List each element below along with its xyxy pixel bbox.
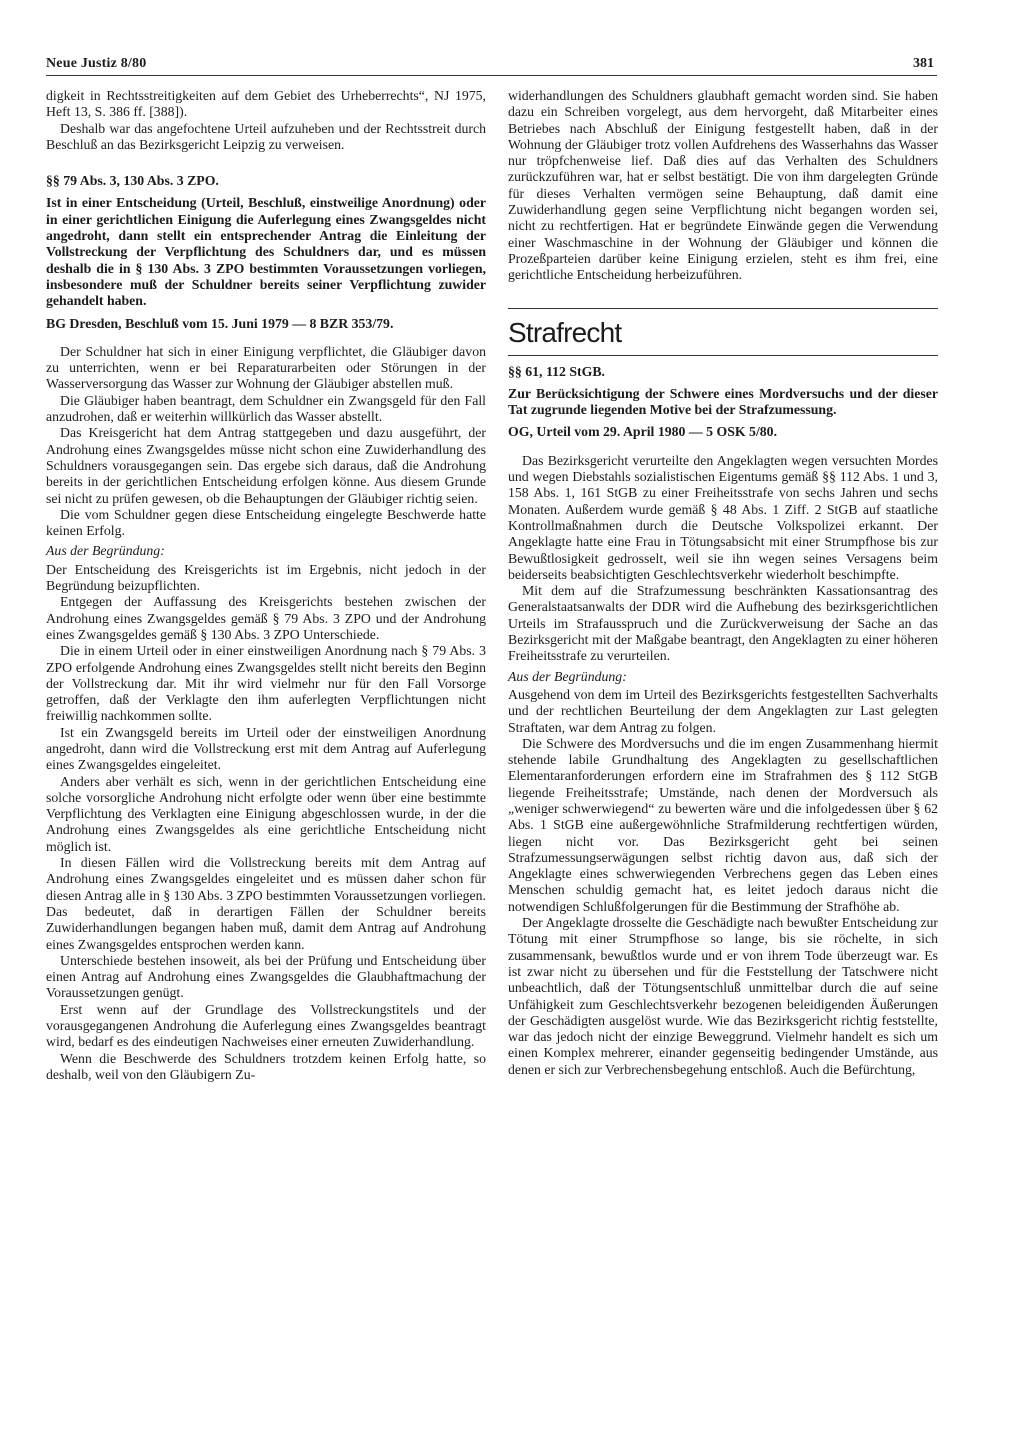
header-rule	[46, 75, 937, 76]
intro-paragraph: Deshalb war das angefochtene Urteil aufzuheben und der Rechtsstreit durch Beschluß an das Bezirksgericht Leipzig zu verweisen.	[46, 120, 486, 152]
section-rule-top	[508, 308, 938, 309]
section-rule-bottom	[508, 355, 938, 356]
reasons-paragraph: Entgegen der Auffassung des Kreisgerichts bestehen zwischen der Androhung eines Zwangsgeldes gemäß § 79 Abs. 3 ZPO und der Androhung eines Zwangsgeldes gemäß § 130 Abs. 3 ZPO Unterschiede.	[46, 594, 486, 642]
reasons-heading: Aus der Begründung:	[46, 543, 165, 559]
reasons-paragraph: Die in einem Urteil oder in einer einstweiligen Anordnung nach § 79 Abs. 3 ZPO erfolgende Androhung eines Zwangsgeldes stellt nicht bereits den Beginn der Vollstreckung dar. Mit ihr wird vielmehr nur für den Fall Vorsorge getroffen, daß der Verklagte den ihm auferlegten Verpflichtungen nicht freiwillig nachkommen sollte.	[46, 643, 486, 724]
facts-paragraph: Mit dem auf die Strafzumessung beschränkten Kassationsantrag des Generalstaatsanwalts der DDR wird die Aufhebung des bezirksgerichtlichen Urteils im Strafausspruch und die Zurückverweisung der Sache an das Bezirksgericht mit der Maßgabe beantragt, den Angeklagten zu einer höheren Freiheitsstrafe zu verurteilen.	[508, 583, 938, 664]
case-citation: §§ 79 Abs. 3, 130 Abs. 3 ZPO.	[46, 173, 219, 189]
reasons-paragraph: Ist ein Zwangsgeld bereits im Urteil oder der einstweiligen Anordnung angedroht, dann wird die Vollstreckung erst mit dem Antrag auf Auferlegung eines Zwangsgeldes eingeleitet.	[46, 724, 486, 773]
right-column	[508, 88, 938, 1078]
reasons-paragraph: Ausgehend von dem im Urteil des Bezirksgerichts festgestellten Sachverhalts und der rechtlichen Beurteilung der dem Angeklagten zur Last gelegten Straftaten, war dem Antrag zu folgen.	[508, 686, 938, 735]
running-head-journal: Neue Justiz 8/80	[46, 56, 147, 71]
continuation-paragraph: widerhandlungen des Schuldners glaubhaft gemacht worden sind. Sie haben dazu ein Schreiben vorgelegt, aus dem hervorgeht, daß Mitarbeiter eines Betriebes nach Abschluß der Einigung festgestellt haben, daß in der Wohnung der Gläubiger trotz vollen Aufdrehens des Wasserhahns das Wasser nur tröpfchenweise lief. Daß dies auf das Verhalten des Schuldners zurückzuführen war, hat er selbst bestätigt. Die von ihm dargelegten Gründe für dieses Verhalten vermögen seine Behauptung, daß damit eine Zuwiderhandlung gegen seine Verpflichtung nicht begangen worden sei, nicht zu rechtfertigen. Hat er begründete Einwände gegen die Verwendung einer Waschmaschine in der Wohnung der Gläubiger und können die Prozeßparteien darüber keine Einigung erzielen, steht es ihm frei, eine gerichtliche Entscheidung herbeizuführen.	[508, 88, 938, 283]
facts-paragraph: Der Schuldner hat sich in einer Einigung verpflichtet, die Gläubiger davon zu unterrichten, wenn er bei Reparaturarbeiten oder Störungen in der Wasserversorgung das Wasser zur Wohnung der Gläubiger abstellen muß.	[46, 343, 486, 392]
reasons-paragraph: Erst wenn auf der Grundlage des Vollstreckungstitels und der vorausgegangenen Androhung die Auferlegung eines Zwangsgeldes beantragt wird, bedarf es des eindeutigen Nachweises einer erneuten Zuwiderhandlung.	[46, 1001, 486, 1050]
reasons-paragraph: Der Entscheidung des Kreisgerichts ist im Ergebnis, nicht jedoch in der Begründung beizupflichten.	[46, 561, 486, 594]
reasons-heading: Aus der Begründung:	[508, 668, 627, 684]
court-decision-line: OG, Urteil vom 29. April 1980 — 5 OSK 5/80.	[508, 424, 778, 440]
section-title: Strafrecht	[508, 316, 622, 348]
case-citation: §§ 61, 112 StGB.	[508, 363, 605, 379]
case-headnote: Zur Berücksichtigung der Schwere eines Mordversuchs und der dieser Tat zugrunde liegenden Motive bei der Strafzumessung.	[508, 385, 938, 418]
reasons-paragraph: In diesen Fällen wird die Vollstreckung bereits mit dem Antrag auf Androhung eines Zwangsgeldes eingeleitet und es müssen daher schon für diesen Antrag alle in § 130 Abs. 3 ZPO bestimmten Voraussetzungen vorliegen. Das bedeutet, daß in derartigen Fällen der Schuldner bereits Zuwiderhandlungen begangen haben muß, damit dem Antrag auf Androhung eines Zwangsgeldes entsprochen werden kann.	[46, 855, 486, 952]
facts-paragraph: Die Gläubiger haben beantragt, dem Schuldner ein Zwangsgeld für den Fall anzudrohen, daß er weiterhin willkürlich das Wasser abstellt.	[46, 392, 486, 425]
reasons-paragraph: Wenn die Beschwerde des Schuldners trotzdem keinen Erfolg hatte, so deshalb, weil von den Gläubigern Zu-	[46, 1050, 486, 1082]
facts-paragraph: Die vom Schuldner gegen diese Entscheidung eingelegte Beschwerde hatte keinen Erfolg.	[46, 506, 486, 539]
reasons-paragraph: Unterschiede bestehen insoweit, als bei der Prüfung und Entscheidung über einen Antrag auf Androhung eines Zwangsgeldes die Glaubhaftmachung der Voraussetzungen genügt.	[46, 952, 486, 1001]
intro-paragraph: digkeit in Rechtsstreitigkeiten auf dem Gebiet des Urheberrechts“, NJ 1975, Heft 13, S. 386 ff. [388]).	[46, 88, 486, 120]
reasons-paragraph: Anders aber verhält es sich, wenn in der gerichtlichen Entscheidung eine solche vorsorgliche Androhung nicht erfolgte oder wenn über eine bestimmte Verpflichtung des Verklagten eine Einigung abgeschlossen wurde, in der die Androhung eines Zwangsgeldes als eine gerichtliche Entscheidung nicht möglich ist.	[46, 773, 486, 854]
facts-paragraph: Das Bezirksgericht verurteilte den Angeklagten wegen versuchten Mordes und wegen Diebstahls sozialistischen Eigentums gemäß §§ 112 Abs. 1 und 3, 158 Abs. 1, 161 StGB zu einer Freiheitsstrafe von sechs Jahren und sechs Monaten. Außerdem wurde gemäß § 48 Abs. 1 Ziff. 2 StGB auf staatliche Kontrollmaßnahmen durch die Deutsche Volkspolizei erkannt. Der Angeklagte hatte eine Frau in Tötungsabsicht mit einer Strumpfhose bis zur Bewußtlosigkeit gedrosselt, weil sie ihn wegen seines Versagens beim beiderseits beabsichtigten Geschlechtsverkehr wiederholt beschimpfte.	[508, 452, 938, 582]
reasons-paragraph: Der Angeklagte drosselte die Geschädigte nach bewußter Entscheidung zur Tötung mit einer Strumpfhose so lange, bis sie röchelte, in sich zusammensank, bewußtlos wurde und er von ihrem Tode überzeugt war. Es ist zwar nicht zu übersehen und für die Feststellung der Tatschwere nicht unbeachtlich, daß der Tötungsentschluß unmittelbar durch die auf seine Unfähigkeit zum Geschlechtsverkehr bezogenen beleidigenden Äußerungen der Geschädigten ausgelöst wurde. Wie das Bezirksgericht richtig feststellte, war das jedoch nicht der einzige Beweggrund. Vielmehr handelt es sich um einen Komplex mehrerer, einander gegenseitig bedingender Umstände, aus denen er sich zur Verbrechensbegehung entschloß. Auch die Befürchtung,	[508, 915, 938, 1077]
facts-paragraph: Das Kreisgericht hat dem Antrag stattgegeben und dazu ausgeführt, der Androhung eines Zwangsgeldes müsse nicht schon eine Zuwiderhandlung des Schuldners vorausgegangen sein. Das ergebe sich daraus, daß die Androhung bereits in der gerichtlichen Entscheidung erfolgen könne. Aus diesem Grunde sei nicht zu prüfen gewesen, ob die Behauptungen der Gläubiger richtig seien.	[46, 425, 486, 506]
court-decision-line: BG Dresden, Beschluß vom 15. Juni 1979 — 8 BZR 353/79.	[46, 315, 394, 331]
case-headnote: Ist in einer Entscheidung (Urteil, Beschluß, einstweilige Anordnung) oder in einer gerichtlichen Einigung die Auferlegung eines Zwangsgeldes nicht angedroht, dann stellt ein entsprechender Antrag die Einleitung der Vollstreckung der Verpflichtung des Schuldners dar, und es müssen deshalb die in § 130 Abs. 3 ZPO bestimmten Voraussetzungen vorliegen, insbesondere muß der Schuldner bereits seiner Verpflichtung zuwider gehandelt haben.	[46, 195, 486, 309]
left-column	[46, 88, 486, 1083]
reasons-paragraph: Die Schwere des Mordversuchs und die im engen Zusammenhang hiermit stehende labile Grundhaltung des Angeklagten zu gesellschaftlichen Elementaranforderungen erfordern eine im Strafrahmen des § 112 StGB liegende Freiheitsstrafe; Umstände, nach denen der Mordversuch als „weniger schwerwiegend“ zu bewerten wäre und die infolgedessen über § 62 Abs. 1 StGB eine außergewöhnliche Strafmilderung rechtfertigen würden, liegen nicht vor. Das Bezirksgericht geht bei seinen Strafzumessungserwägungen selbst richtig davon aus, daß sich der Angeklagte eines schwerwiegenden Verbrechens gegen das Leben eines Menschen schuldig gemacht hat, es leitet jedoch daraus nicht die notwendigen Schlußfolgerungen für die Bestimmung der Strafhöhe ab.	[508, 735, 938, 914]
page-number: 381	[913, 56, 934, 71]
